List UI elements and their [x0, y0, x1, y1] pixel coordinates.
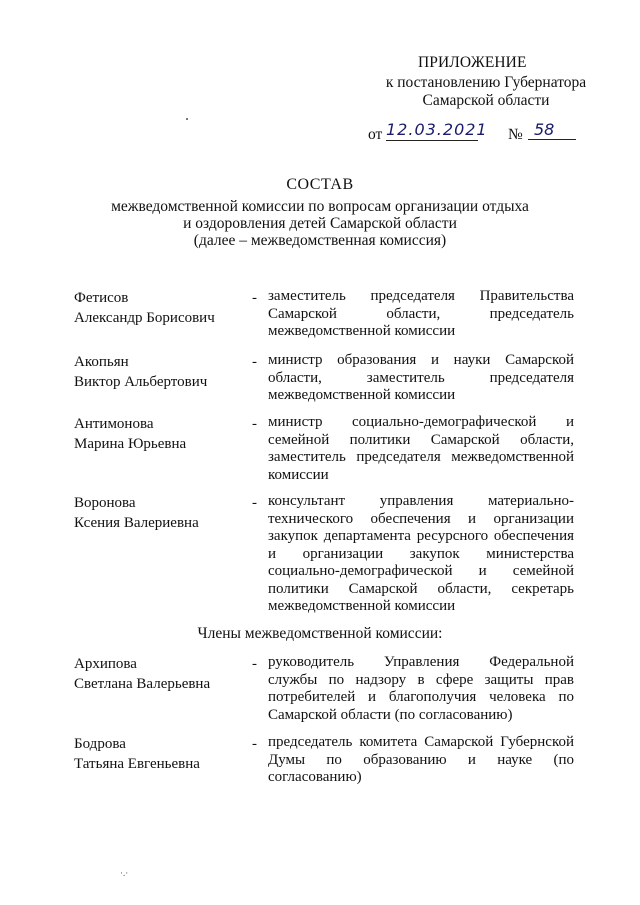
scan-speck: ·.· — [120, 868, 129, 878]
members-heading: Члены межведомственной комиссии: — [197, 625, 443, 642]
member-name — [74, 734, 254, 774]
member-surname: Бодрова — [74, 736, 126, 752]
member-role: руководитель Управления Федеральной службы по надзору в сфере защиты прав потребителей и благополучия человека по Самарской области (по согласованию) — [268, 654, 574, 723]
member-role: председатель комитета Самарской Губернской Думы по образованию и науке (по согласованию) — [268, 734, 574, 785]
appendix-subtitle-line-1: к постановлению Губернатора — [385, 74, 587, 91]
member-name — [74, 654, 254, 694]
number-value-handwritten: 58 — [528, 120, 576, 140]
date-number-row — [368, 122, 578, 146]
member-role: министр социально-демографической и семейной политики Самарской области, заместитель председателя межведомственной комиссии — [268, 414, 574, 483]
member-role: министр образования и науки Самарской области, заместитель председателя межведомственной комиссии — [268, 352, 574, 403]
member-dash: - — [252, 495, 257, 511]
title-line-1: межведомственной комиссии по вопросам организации отдыха — [111, 198, 529, 215]
number-label: № — [508, 126, 523, 143]
member-surname: Фетисов — [74, 290, 129, 306]
title-block — [60, 176, 580, 249]
title-line-2: и оздоровления детей Самарской области — [183, 215, 457, 232]
member-given-name: Татьяна Евгеньевна — [74, 756, 200, 772]
member-name — [74, 493, 254, 533]
member-dash: - — [252, 656, 257, 672]
date-prefix: от — [368, 126, 383, 143]
member-given-name: Марина Юрьевна — [74, 436, 187, 452]
document-title: СОСТАВ — [286, 176, 354, 193]
member-dash: - — [252, 354, 257, 370]
member-dash: - — [252, 416, 257, 432]
member-surname: Антимонова — [74, 416, 154, 432]
member-surname: Воронова — [74, 495, 136, 511]
member-dash: - — [252, 290, 257, 306]
member-name — [74, 352, 254, 392]
title-line-3: (далее – межведомственная комиссия) — [193, 232, 447, 249]
member-surname: Акопьян — [74, 354, 129, 370]
member-given-name: Александр Борисович — [74, 310, 215, 326]
member-role: заместитель председателя Правительства Самарской области, председатель межведомственной комиссии — [268, 288, 574, 339]
appendix-title: ПРИЛОЖЕНИЕ — [418, 54, 527, 71]
scan-speck — [186, 118, 188, 120]
member-name — [74, 414, 254, 454]
date-value-handwritten: 12.03.2021 — [386, 120, 488, 139]
member-surname: Архипова — [74, 656, 137, 672]
member-dash: - — [252, 736, 257, 752]
member-given-name: Виктор Альбертович — [74, 374, 208, 390]
member-name — [74, 288, 254, 328]
member-role: консультант управления материально-технического обеспечения и организации закупок департамента ресурсного обеспечения и организации закупок министерства социально-демографической и семейной политики Самарской области, секретарь межведомственной комиссии — [268, 493, 574, 614]
appendix-subtitle-line-2: Самарской области — [422, 92, 550, 109]
member-given-name: Светлана Валерьевна — [74, 676, 211, 692]
member-given-name: Ксения Валериевна — [74, 515, 199, 531]
